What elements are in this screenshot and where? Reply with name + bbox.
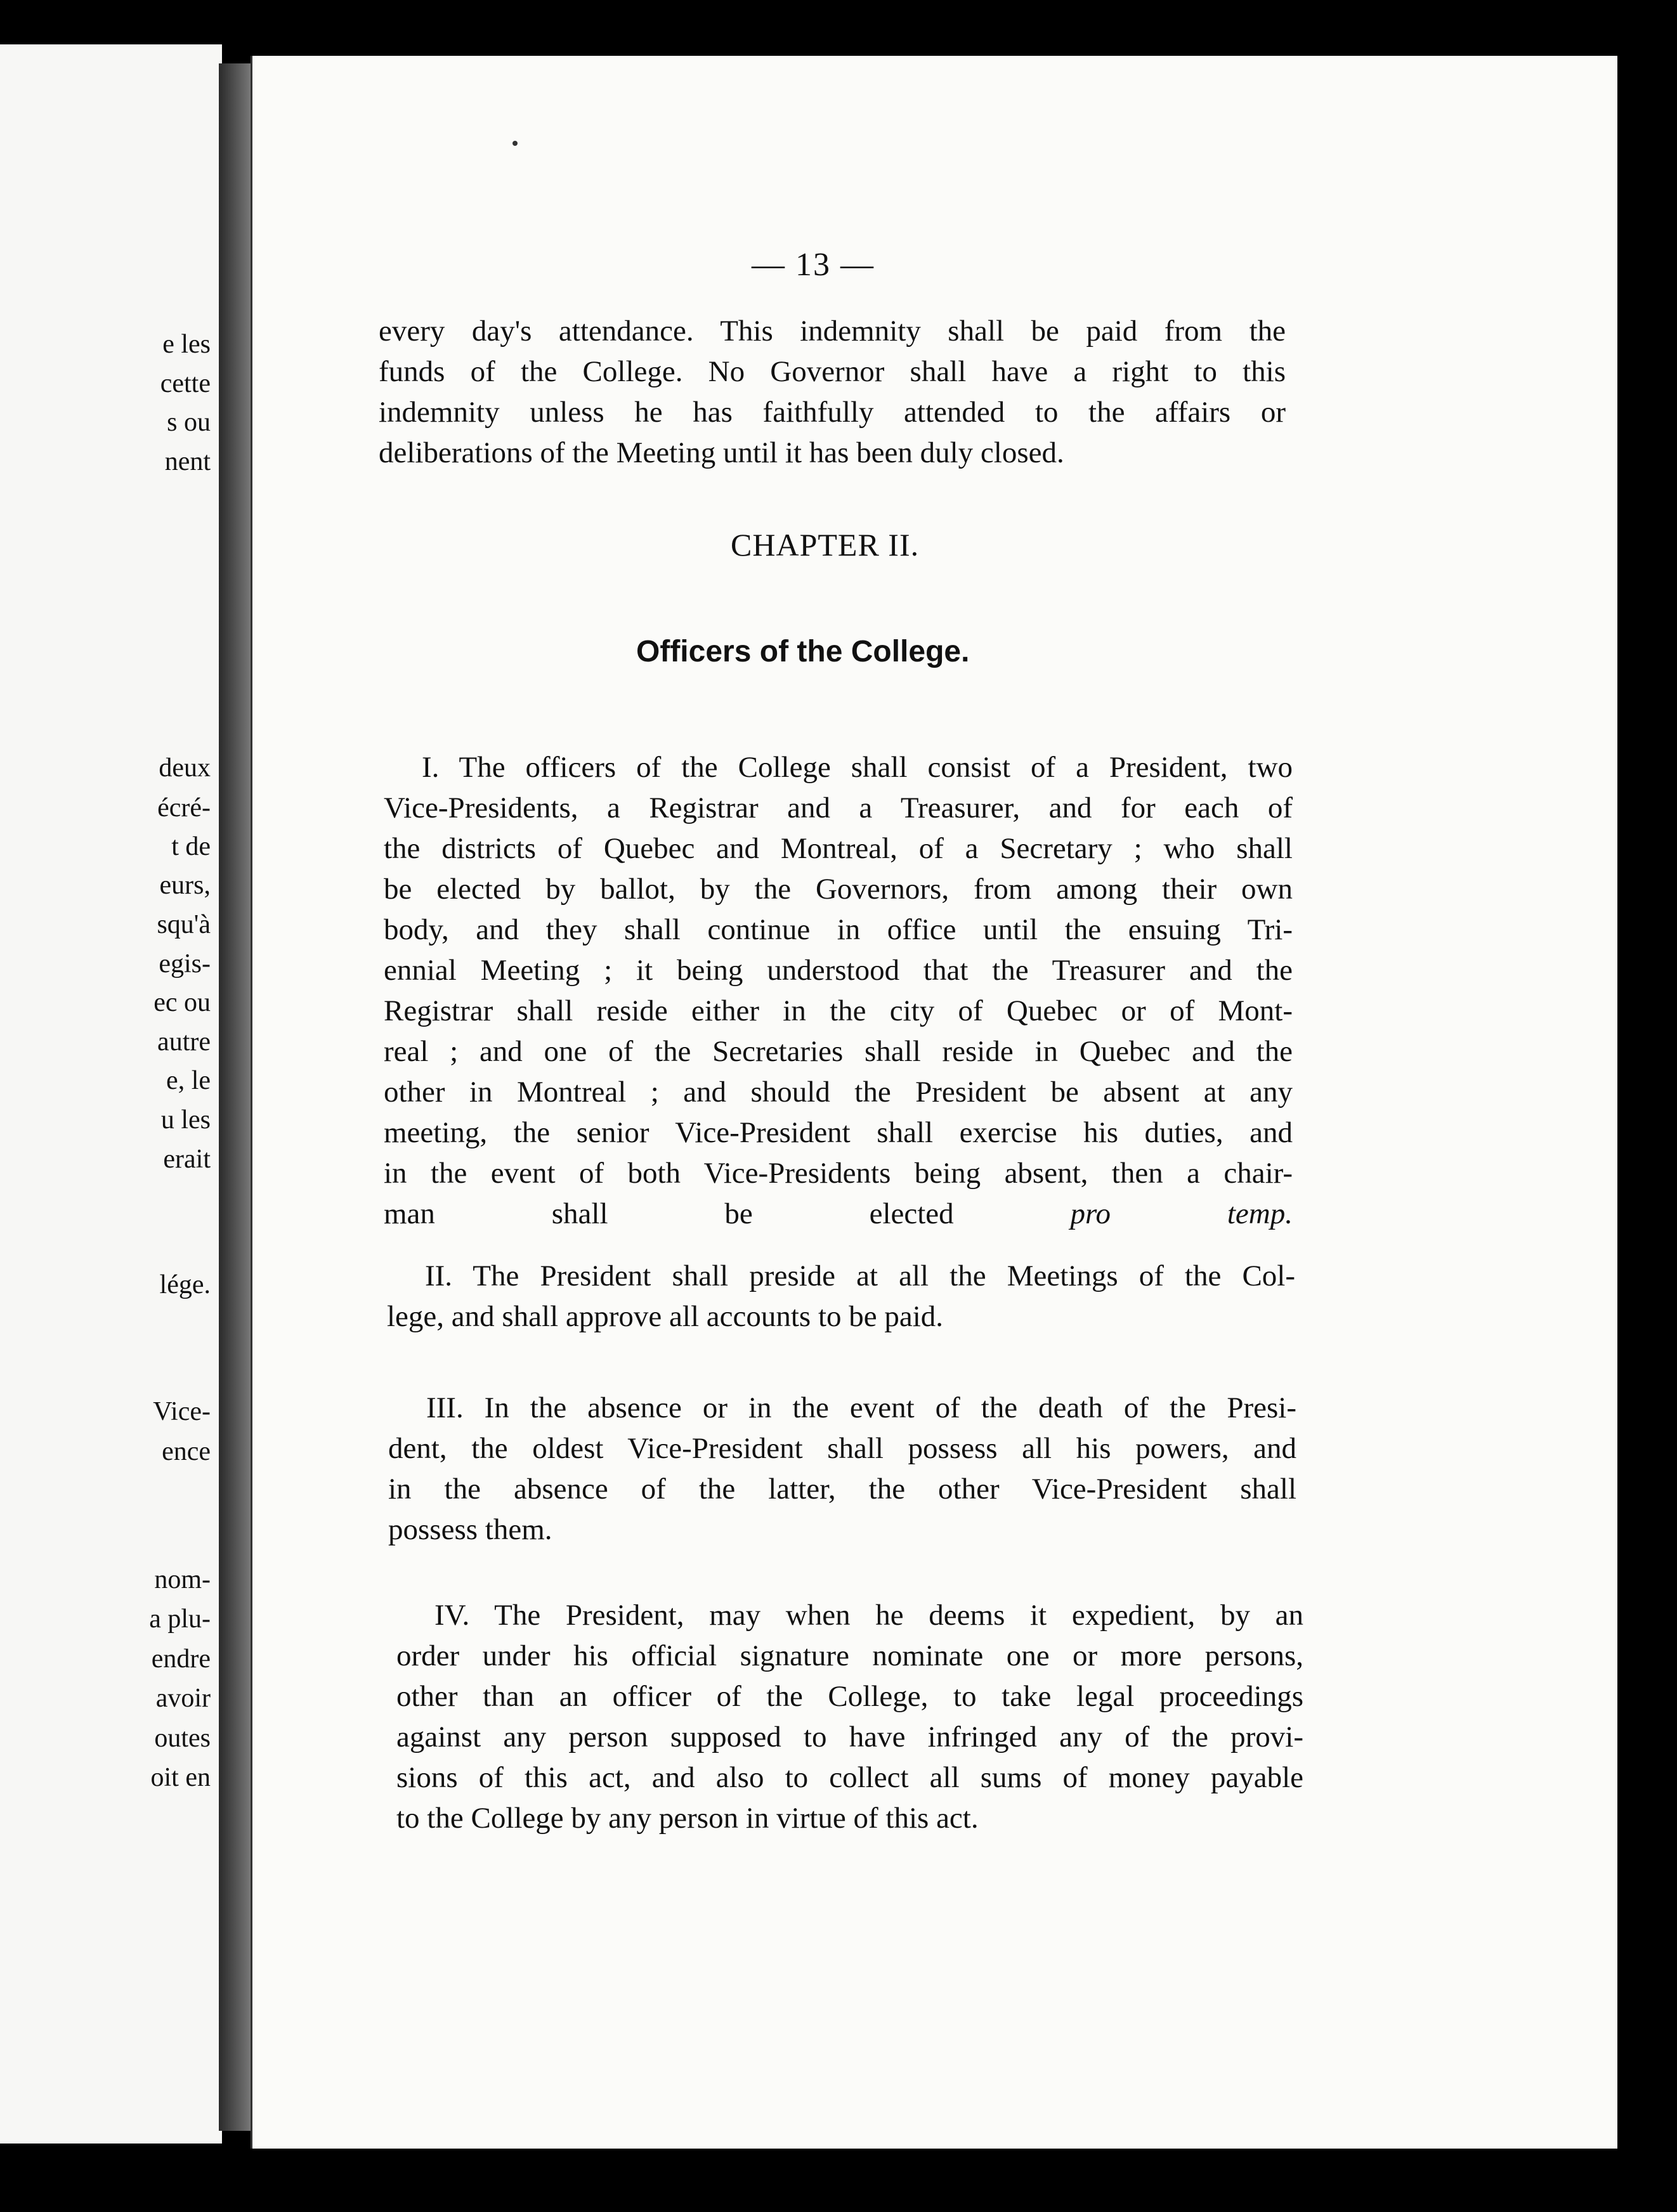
facing-page-line: deux xyxy=(159,753,211,783)
text-line: in the event of both Vice-Presidents being absent, then a chair- xyxy=(384,1157,1293,1190)
facing-page-line: a plu- xyxy=(149,1604,211,1634)
text-line: lege, and shall approve all accounts to be paid. xyxy=(387,1300,944,1333)
text-line: body, and they shall continue in office until the ensuing Tri- xyxy=(384,913,1293,946)
facing-page-line: t de xyxy=(171,832,211,861)
facing-page-line: e les xyxy=(162,330,211,359)
text-line: ennial Meeting ; it being understood that the Treasurer and the xyxy=(384,954,1293,987)
facing-page-line: e, le xyxy=(166,1066,211,1095)
facing-page-line: lége. xyxy=(159,1270,211,1299)
text-line: indemnity unless he has faithfully attended to the affairs or xyxy=(379,396,1286,429)
text-line: real ; and one of the Secretaries shall reside in Quebec and the xyxy=(384,1035,1293,1068)
text-line: order under his official signature nominate one or more persons, xyxy=(396,1639,1303,1672)
article-1 xyxy=(384,747,1293,1234)
text-line: possess them. xyxy=(388,1513,552,1546)
text-line: against any person supposed to have infringed any of the provi- xyxy=(396,1721,1303,1753)
facing-page xyxy=(0,44,222,2144)
facing-page-line: ence xyxy=(162,1437,211,1466)
page-number: — 13 — xyxy=(752,247,875,283)
facing-page-line: cette xyxy=(160,369,211,398)
facing-page-line: eurs, xyxy=(159,871,211,900)
facing-page-line: egis- xyxy=(159,949,211,979)
text-line: meeting, the senior Vice-President shall exercise his duties, and xyxy=(384,1116,1293,1149)
text-line-start: man shall be elected xyxy=(384,1197,1071,1230)
text-line: deliberations of the Meeting until it has been duly closed. xyxy=(379,436,1064,469)
facing-page-line: oit en xyxy=(150,1763,211,1792)
facing-page-line: Vice- xyxy=(153,1397,211,1426)
text-line: to the College by any person in virtue of this act. xyxy=(396,1802,979,1835)
text-line: Vice-Presidents, a Registrar and a Treasurer, and for each of xyxy=(384,791,1293,824)
facing-page-line: écré- xyxy=(157,793,211,823)
facing-page-line: autre xyxy=(157,1027,211,1057)
text-line: every day's attendance. This indemnity shall be paid from the xyxy=(379,315,1286,348)
text-line: sions of this act, and also to collect all sums of money payable xyxy=(396,1761,1303,1794)
text-line-last xyxy=(384,1194,1293,1234)
article-4 xyxy=(396,1595,1303,1838)
text-line: other in Montreal ; and should the President be absent at any xyxy=(384,1076,1293,1109)
facing-page-line: nent xyxy=(164,447,211,476)
section-heading: Officers of the College. xyxy=(636,635,970,668)
text-line: II. The President shall preside at all the Meetings of the Col- xyxy=(425,1259,1295,1292)
opening-paragraph xyxy=(379,311,1286,473)
facing-page-line: endre xyxy=(151,1644,211,1674)
text-line: I. The officers of the College shall consist of a President, two xyxy=(422,751,1293,784)
text-line: be elected by ballot, by the Governors, from among their own xyxy=(384,873,1293,906)
article-2 xyxy=(387,1256,1295,1337)
facing-page-line: erait xyxy=(163,1145,211,1174)
facing-page-line: s ou xyxy=(167,408,211,437)
article-3 xyxy=(388,1388,1296,1550)
italic-term: pro temp. xyxy=(1070,1197,1293,1230)
text-line: dent, the oldest Vice-President shall possess all his powers, and xyxy=(388,1432,1296,1465)
text-line: Registrar shall reside either in the city of Quebec or of Mont- xyxy=(384,994,1293,1027)
text-line: IV. The President, may when he deems it expedient, by an xyxy=(434,1599,1303,1632)
facing-page-line: nom- xyxy=(154,1565,211,1594)
chapter-heading: CHAPTER II. xyxy=(731,527,920,563)
text-line: funds of the College. No Governor shall have a right to this xyxy=(379,355,1286,388)
facing-page-line: outes xyxy=(154,1724,211,1753)
facing-page-line: squ'à xyxy=(157,910,211,939)
text-line: III. In the absence or in the event of the death of the Presi- xyxy=(426,1391,1296,1424)
specks xyxy=(512,141,518,146)
text-line: the districts of Quebec and Montreal, of a Secretary ; who shall xyxy=(384,832,1293,865)
text-line: in the absence of the latter, the other Vice-President shall xyxy=(388,1473,1296,1506)
facing-page-line: u les xyxy=(160,1105,211,1135)
facing-page-line: ec ou xyxy=(153,988,211,1017)
text-line: other than an officer of the College, to take legal proceedings xyxy=(396,1680,1303,1713)
facing-page-line: avoir xyxy=(155,1684,211,1713)
